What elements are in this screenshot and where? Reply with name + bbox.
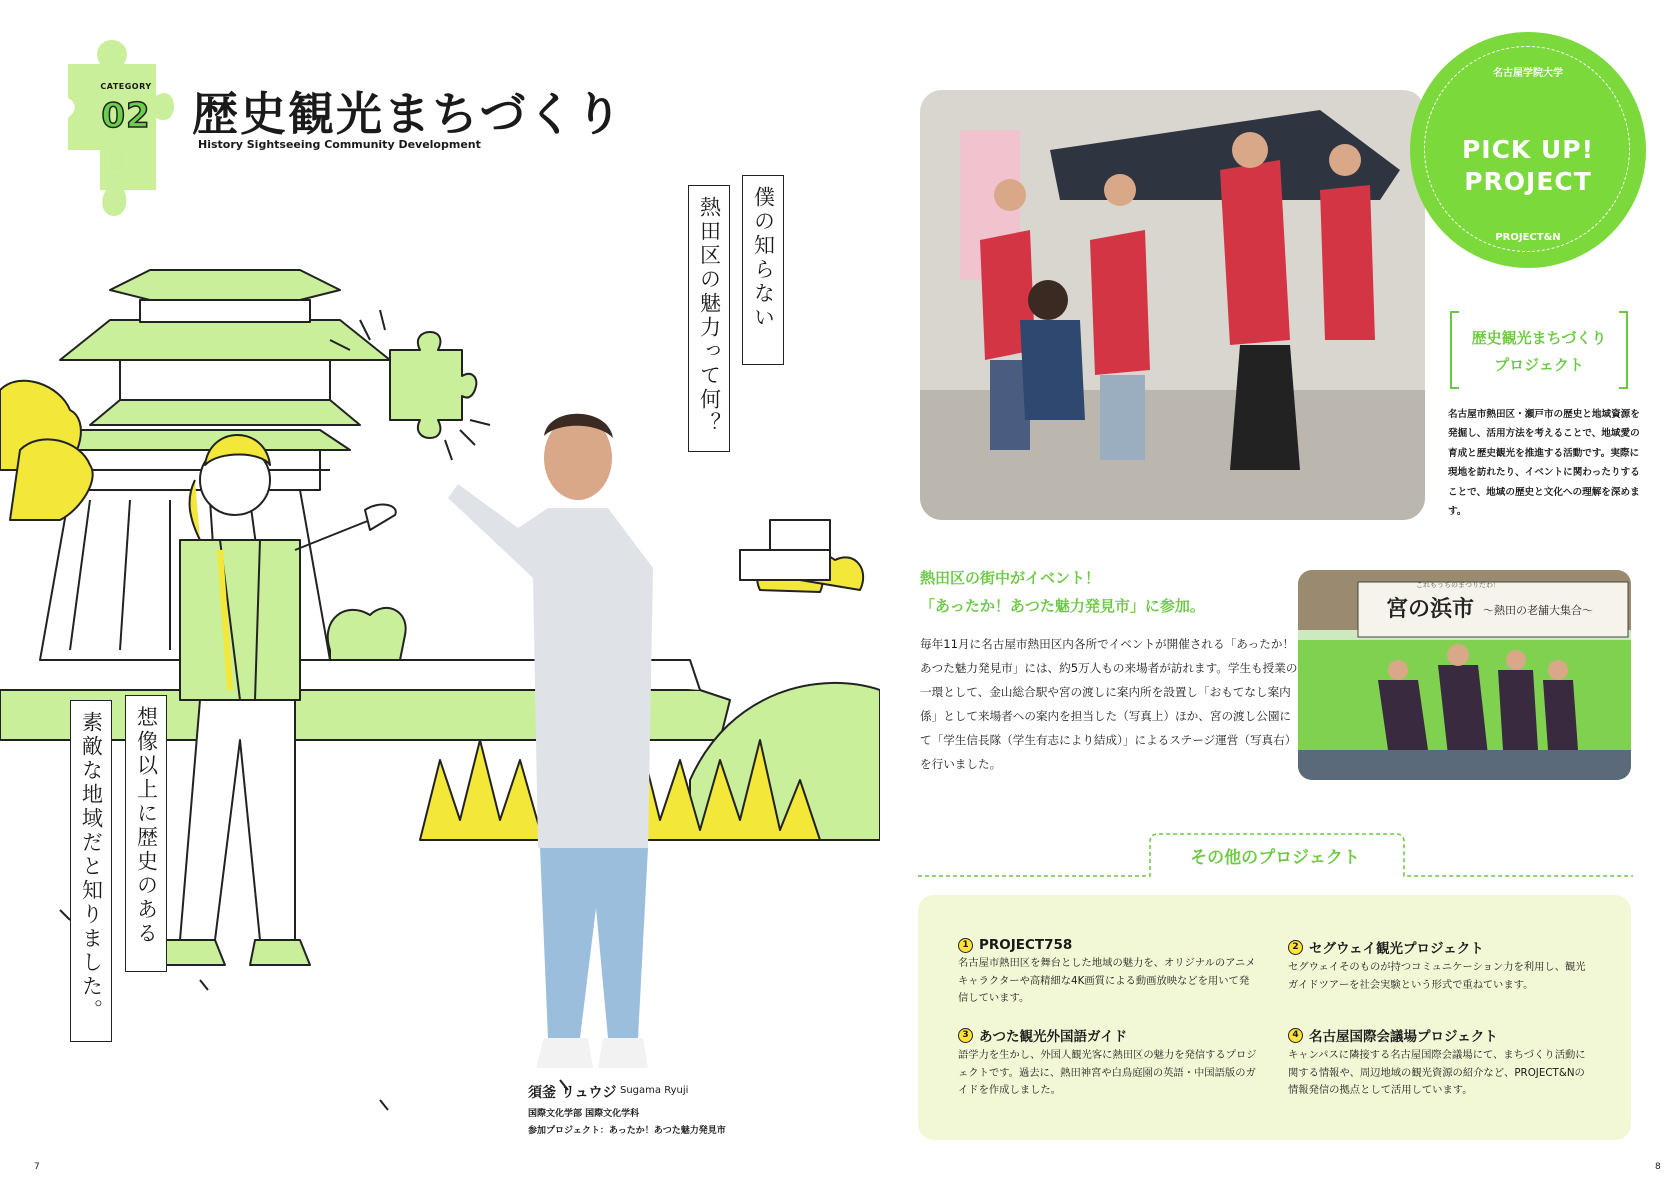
item-title: PROJECT758 bbox=[979, 937, 1073, 953]
page-subtitle: History Sightseeing Community Development bbox=[198, 138, 481, 151]
event-heading bbox=[920, 565, 1205, 621]
item-number-badge: 4 bbox=[1288, 1028, 1303, 1043]
item-number-badge: 3 bbox=[958, 1028, 973, 1043]
quote-2-line1 bbox=[125, 695, 167, 972]
pickup-main-line1: PICK UP! bbox=[1461, 135, 1595, 164]
item-title: セグウェイ観光プロジェクト bbox=[1309, 941, 1484, 957]
category-label: CATEGORY bbox=[100, 82, 152, 91]
item-text: 語学力を生かし、外国人観光客に熱田区の魅力を発信するプロジェクトです。過去に、熱田神宮や白鳥庭園の英語・中国語版のガイドを作成しました。 bbox=[958, 1049, 1257, 1097]
category-number: 02 bbox=[101, 96, 151, 136]
pickup-badge bbox=[1410, 32, 1646, 268]
event-body-text: 毎年11月に名古屋市熱田区内各所でイベントが開催される「あったか！あつた魅力発見市」には、約5万人もの来場者が訪れます。学生も授業の一環として、金山総合駅や宮の渡しに案内所を設置し「おもてなし案内係」として来場者への案内を担当した（写真上）ほか、宮の渡し公園にて「学生信長隊（学生有志により結成）」によるステージ運営（写真右）を行いました。 bbox=[920, 637, 1298, 771]
other-project-item bbox=[958, 1025, 1258, 1100]
page-title: 歴史観光まちづくり bbox=[192, 87, 624, 141]
project-title-line1: 歴史観光まちづくり bbox=[1471, 329, 1607, 347]
event-main-photo bbox=[920, 90, 1425, 520]
student-photo bbox=[448, 388, 658, 1078]
pickup-top-text: 名古屋学院大学 bbox=[1493, 68, 1563, 79]
quote-1-line2-text: 熱田区の魅力って何？ bbox=[697, 196, 722, 436]
quote-1-line2 bbox=[688, 185, 730, 452]
other-project-item bbox=[1288, 1025, 1588, 1100]
item-title: 名古屋国際会議場プロジェクト bbox=[1309, 1029, 1498, 1045]
quote-2-line2 bbox=[70, 700, 112, 1042]
quote-2-line1-text: 想像以上に歴史のある bbox=[134, 706, 159, 946]
item-text: 名古屋市熱田区を舞台とした地域の魅力を、オリジナルのアニメキャラクターや高精細な4K画質による動画放映などを用いて発信しています。 bbox=[958, 957, 1256, 1005]
stage-banner-sub: 〜熱田の老舗大集合〜 bbox=[1483, 604, 1593, 617]
project-title-line2: プロジェクト bbox=[1494, 356, 1584, 374]
project-description: 名古屋市熱田区・瀬戸市の歴史と地域資源を発掘し、活用方法を考えることで、地域愛の育成と歴史観光を推進する活動です。実際に現地を訪れたり、イベントに関わったりすることで、地域の歴史と文化への理解を深めます。 bbox=[1448, 409, 1640, 517]
student-department: 国際文化学部 国際文化学科 bbox=[528, 1109, 640, 1119]
student-project: 参加プロジェクト：あったか！あつた魅力発見市 bbox=[528, 1126, 726, 1136]
pickup-main-text bbox=[1410, 134, 1646, 198]
other-projects-panel bbox=[918, 895, 1631, 1140]
project-title bbox=[1449, 325, 1629, 379]
page-number-right: 8 bbox=[1655, 1162, 1661, 1172]
event-heading-line1: 熱田区の街中がイベント！ bbox=[920, 569, 1101, 587]
item-number-badge: 1 bbox=[958, 938, 973, 953]
student-name: 須釜 リュウジ bbox=[528, 1085, 617, 1101]
stage-banner-small: これもうちのまつりだわ！ bbox=[1416, 581, 1500, 589]
page-number-left: 7 bbox=[34, 1162, 40, 1172]
other-project-item bbox=[1288, 937, 1588, 994]
item-number-badge: 2 bbox=[1288, 940, 1303, 955]
item-text: セグウェイそのものが持つコミュニケーション力を利用し、観光ガイドツアーを社会実験という形式で重ねています。 bbox=[1288, 961, 1586, 991]
stage-banner-main: 宮の浜市 bbox=[1386, 596, 1475, 622]
student-name-en: Sugama Ryuji bbox=[620, 1085, 689, 1096]
quote-2-line2-text: 素敵な地域だと知りました。 bbox=[79, 711, 104, 1023]
stage-photo bbox=[1298, 570, 1631, 780]
quote-1-line1 bbox=[742, 175, 784, 365]
pickup-main-line2: PROJECT bbox=[1464, 167, 1592, 196]
pickup-bottom-text: PROJECT&N bbox=[1495, 232, 1561, 243]
event-heading-line2: 「あったか！あつた魅力発見市」に参加。 bbox=[920, 596, 1205, 615]
item-title: あつた観光外国語ガイド bbox=[979, 1029, 1128, 1045]
other-projects-title: その他のプロジェクト bbox=[1190, 848, 1360, 868]
item-text: キャンパスに隣接する名古屋国際会議場にて、まちづくり活動に関する情報や、周辺地域の観光資源の紹介など、PROJECT&Nの情報発信の拠点として活用しています。 bbox=[1288, 1049, 1586, 1097]
quote-1-line1-text: 僕の知らない bbox=[751, 186, 776, 330]
other-project-item bbox=[958, 937, 1258, 1008]
